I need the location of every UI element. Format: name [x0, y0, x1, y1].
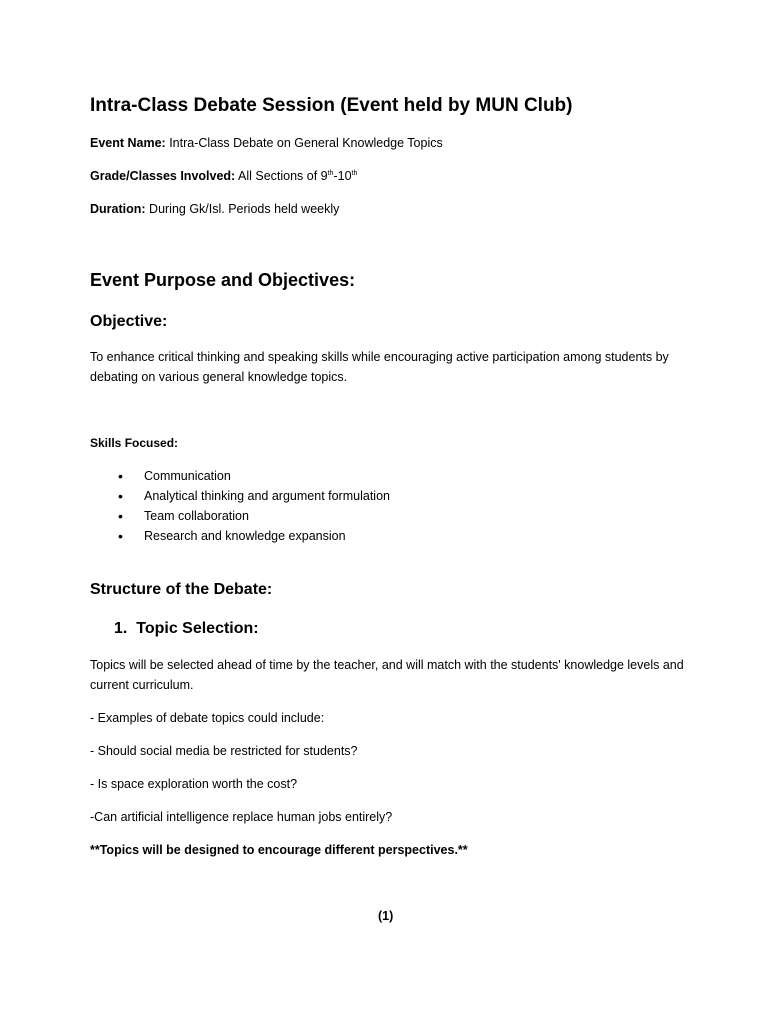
event-name-label: Event Name:	[90, 136, 166, 150]
structure-heading: Structure of the Debate:	[90, 581, 273, 598]
list-item	[118, 506, 390, 526]
list-item	[118, 486, 390, 506]
bullet-icon: •	[118, 508, 123, 524]
document-title: Intra-Class Debate Session (Event held by MUN Club)	[90, 95, 573, 116]
purpose-heading: Event Purpose and Objectives:	[90, 270, 356, 290]
examples-intro: - Examples of debate topics could include:	[90, 711, 325, 725]
grade-label: Grade/Classes Involved:	[90, 169, 236, 183]
grade-value: All Sections of 9	[235, 169, 328, 183]
skill-label: Communication	[144, 469, 231, 483]
duration-line	[90, 199, 339, 219]
example-topic-3: -Can artificial intelligence replace human jobs entirely?	[90, 810, 393, 824]
grade-sup-1: th	[327, 169, 334, 177]
page-number: (1)	[378, 909, 394, 923]
objective-text: To enhance critical thinking and speaking skills while encouraging active participation among students by debating on various general knowledge topics.	[90, 350, 669, 384]
bullet-icon: •	[118, 488, 123, 504]
topic-selection-heading	[114, 620, 259, 638]
topic-selection-title: Topic Selection:	[136, 620, 259, 637]
duration-value: During Gk/Isl. Periods held weekly	[145, 202, 340, 216]
event-name-line	[90, 133, 443, 153]
grade-line	[90, 166, 357, 186]
grade-sup-2: th	[351, 169, 358, 177]
example-topic-1: - Should social media be restricted for students?	[90, 744, 358, 758]
bullet-icon: •	[118, 468, 123, 484]
grade-dash: -10	[333, 169, 352, 183]
skills-heading: Skills Focused:	[90, 436, 179, 450]
topic-selection-number: 1.	[114, 620, 128, 637]
list-item	[118, 466, 390, 486]
event-name-value: Intra-Class Debate on General Knowledge Topics	[165, 136, 443, 150]
topics-note: **Topics will be designed to encourage different perspectives.**	[90, 843, 468, 857]
skill-label: Analytical thinking and argument formulation	[144, 489, 390, 503]
topic-selection-text: Topics will be selected ahead of time by the teacher, and will match with the students' knowledge levels and current curriculum.	[90, 658, 684, 692]
skill-label: Team collaboration	[144, 509, 249, 523]
example-topic-2: - Is space exploration worth the cost?	[90, 777, 298, 791]
skill-label: Research and knowledge expansion	[144, 529, 346, 543]
bullet-icon: •	[118, 528, 123, 544]
list-item	[118, 526, 390, 546]
skills-list	[118, 466, 390, 546]
objective-heading: Objective:	[90, 313, 168, 330]
duration-label: Duration:	[90, 202, 146, 216]
